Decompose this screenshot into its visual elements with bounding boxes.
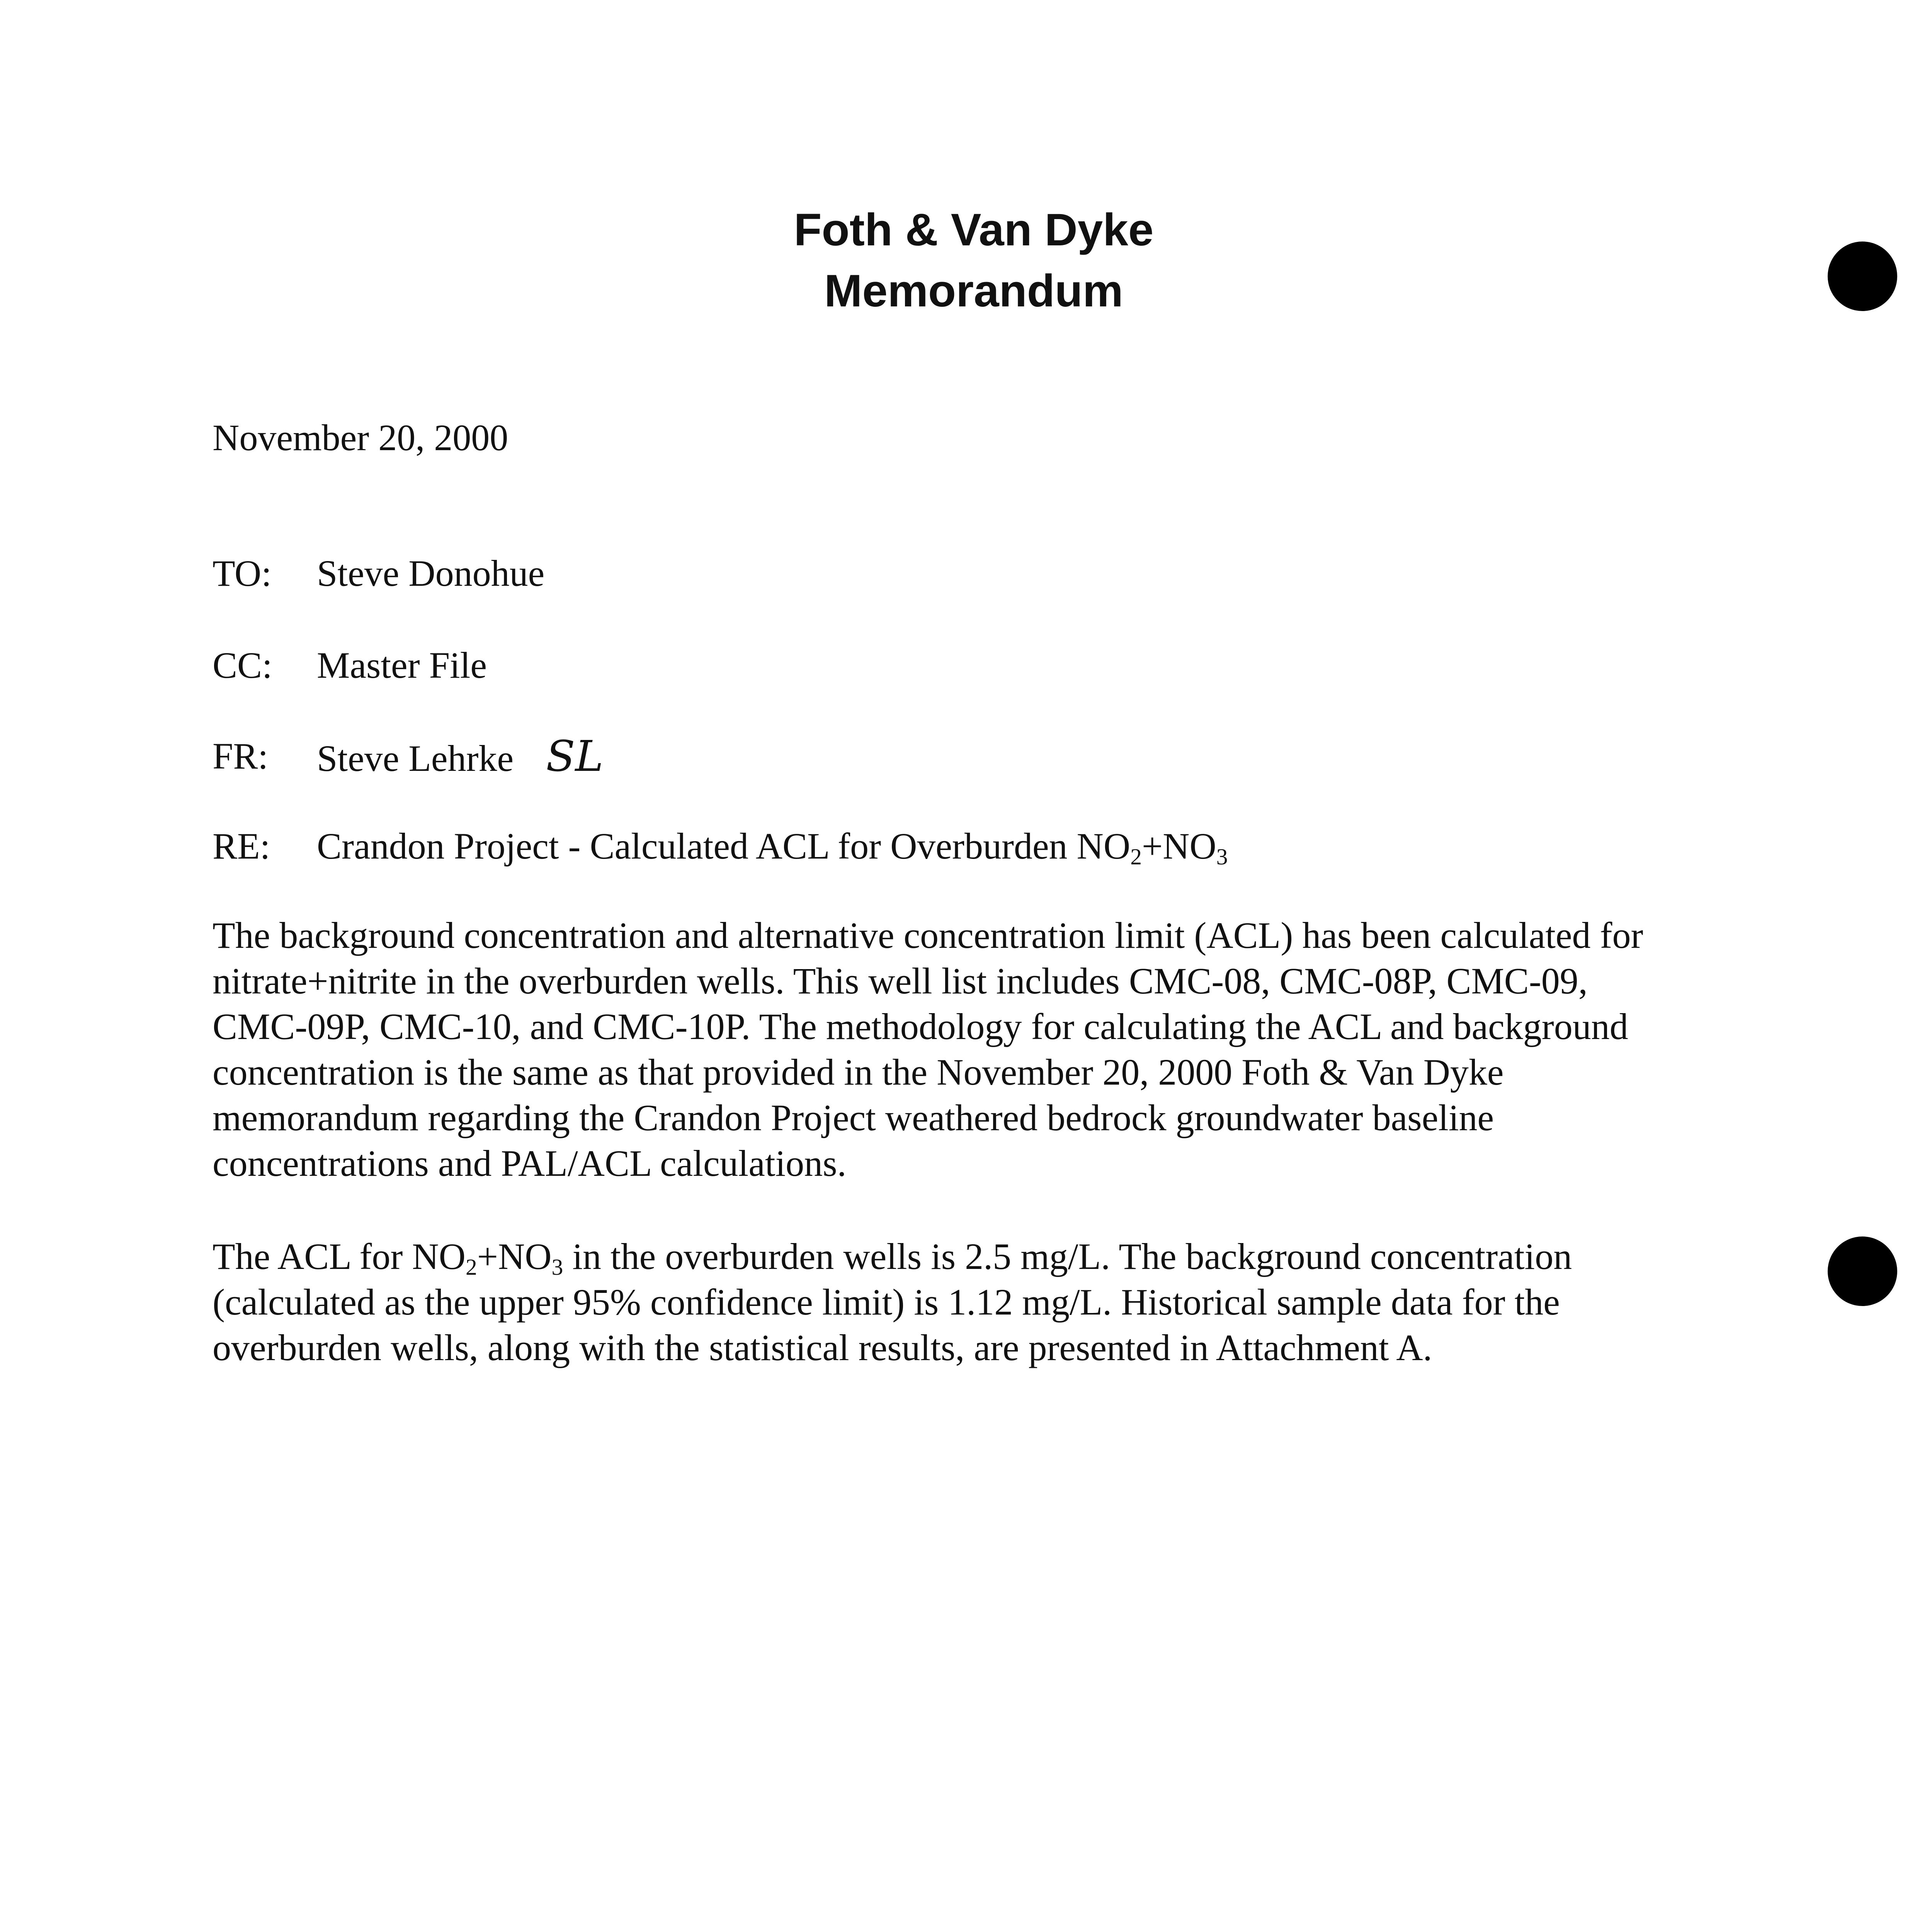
company-name: Foth & Van Dyke [794,204,1154,255]
results-subscript-2: 2 [465,1254,477,1280]
handwritten-initials: SL [546,731,604,781]
paragraph-line: memorandum regarding the Crandon Project weathered bedrock groundwater baseline [213,1097,1494,1138]
re-subscript-2: 2 [1130,844,1142,869]
re-value [317,823,1228,869]
results-subscript-3: 3 [551,1254,563,1280]
results-text-rest: in the overburden wells is 2.5 mg/L. The background concentration [563,1236,1572,1277]
re-text: Crandon Project - Calculated ACL for Overburden NO [317,825,1131,867]
cc-value: Master File [317,645,487,686]
from-label: FR: [213,735,269,777]
punch-hole [1828,1236,1897,1306]
paragraph-acl-calculation [213,913,1719,1186]
from-value [317,733,604,781]
punch-hole [1828,242,1897,311]
from-name: Steve Lehrke [317,738,514,779]
document-type-title: Memorandum [824,265,1123,316]
cc-label: CC: [213,645,272,686]
paragraph-line: (calculated as the upper 95% confidence limit) is 1.12 mg/L. Historical sample data for the [213,1281,1560,1323]
results-text-start: The ACL for NO [213,1236,466,1277]
paragraph-line: nitrate+nitrite in the overburden wells. This well list includes CMC-08, CMC-08P, CMC-09, [213,960,1588,1002]
to-value: Steve Donohue [317,553,545,594]
paragraph-line: overburden wells, along with the statistical results, are presented in Attachment A. [213,1327,1432,1368]
paragraph-line: The background concentration and alternative concentration limit (ACL) has been calculated for [213,915,1643,956]
to-label: TO: [213,553,272,594]
paragraph-line: concentrations and PAL/ACL calculations. [213,1143,847,1184]
paragraph-line: concentration is the same as that provided in the November 20, 2000 Foth & Van Dyke [213,1051,1504,1093]
results-plus-no: +NO [477,1236,552,1277]
paragraph-line [213,1234,1719,1279]
paragraph-acl-results [213,1234,1719,1371]
re-label: RE: [213,825,270,867]
paragraph-line: CMC-09P, CMC-10, and CMC-10P. The methodology for calculating the ACL and background [213,1006,1628,1047]
re-plus-no: +NO [1141,825,1216,867]
memo-date: November 20, 2000 [213,417,509,458]
re-subscript-3: 3 [1216,844,1228,869]
